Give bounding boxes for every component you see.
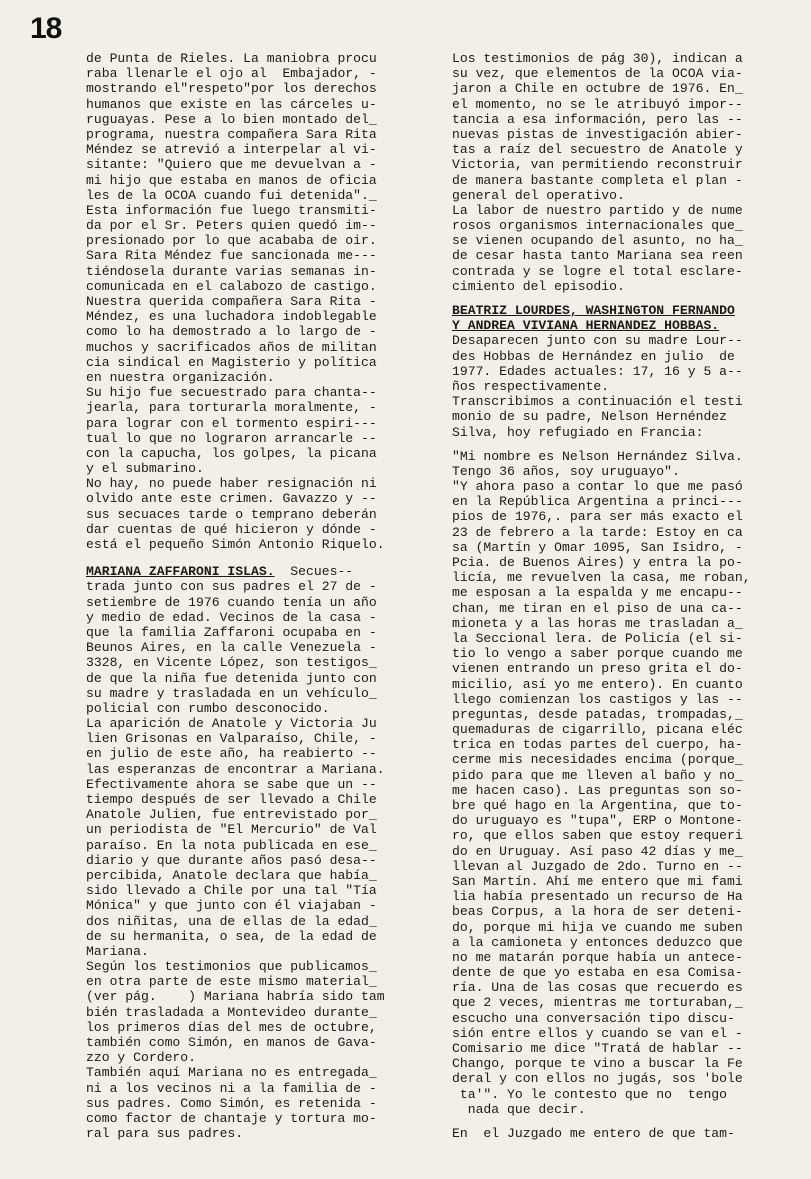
text-line: lien Grisonas en Valparaíso, Chile, - — [86, 731, 377, 747]
text-line: su madre y trasladada en un vehículo_ — [86, 685, 377, 701]
text-line: Silva, hoy refugiado en Francia: — [452, 424, 704, 440]
text-line: San Martín. Ahí me entero que mi fami — [452, 873, 743, 889]
text-line: sido llevado a Chile por una tal "Tía — [86, 883, 377, 899]
text-line: sa (Martín y Omar 1095, San Isidro, - — [452, 539, 743, 555]
text-line: de su hermanita, o sea, de la edad de — [86, 928, 377, 944]
text-line: Su hijo fue secuestrado para chanta-- — [86, 385, 377, 401]
text-line: La aparición de Anatole y Victoria Ju — [86, 716, 377, 732]
text-line: jaron a Chile en octubre de 1976. En_ — [452, 81, 743, 97]
text-line: y medio de edad. Vecinos de la casa - — [86, 609, 377, 625]
section-heading-hernandez-line2: Y ANDREA VIVIANA HERNANDEZ HOBBAS. — [452, 318, 720, 334]
text-line: micilio, así yo me entero). En cuanto — [452, 676, 743, 692]
text-line: zzo y Cordero. — [86, 1050, 197, 1066]
text-line: "Y ahora paso a contar lo que me pasó — [452, 479, 743, 495]
text-line: sión entre ellos y cuando se van el - — [452, 1025, 743, 1041]
text-line: ños respectivamente. — [452, 378, 610, 394]
text-line: llego comienzan los castigos y las -- — [452, 691, 743, 707]
text-line: Méndez se atrevió a interpelar al vi- — [86, 142, 377, 158]
text-line: un periodista de "El Mercurio" de Val — [86, 822, 377, 838]
text-line: el momento, no se le atribuyó impor-- — [452, 96, 743, 112]
text-line: Según los testimonios que publicamos_ — [86, 959, 377, 975]
right-paragraphs — [452, 51, 792, 294]
text-line: nada que decir. — [452, 1101, 586, 1117]
text-line: bién trasladada a Montevideo durante_ — [86, 1004, 377, 1020]
text-line: trada junto con sus padres el 27 de - — [86, 579, 377, 595]
text-line: bre qué hago en la Argentina, que to- — [452, 798, 743, 813]
text-line: Tengo 36 años, soy uruguayo". — [452, 463, 680, 479]
text-line: ta'". Yo le contesto que no tengo — [452, 1086, 728, 1102]
text-line: monio de su padre, Nelson Hernéndez — [452, 409, 728, 425]
text-line: de que la niña fue detenida junto con — [86, 670, 377, 686]
page-number: 18 — [30, 12, 62, 45]
text-line: que 2 veces, mientras me torturaban,_ — [452, 995, 743, 1011]
text-line: ral para sus padres. — [86, 1126, 244, 1142]
text-line: con la capucha, los golpes, la picana — [86, 445, 377, 461]
text-line: cimiento del episodio. — [452, 278, 625, 294]
text-line: escucho una conversación tipo discu- — [452, 1010, 735, 1026]
text-line: la Seccional lera. de Policía (el si- — [452, 630, 743, 646]
testimony-paragraphs — [452, 449, 792, 1117]
text-line: muchos y sacrificados años de militan — [86, 339, 377, 355]
text-line: Méndez, es una luchadora indoblegable — [86, 309, 377, 325]
text-line: La labor de nuestro partido y de nume — [452, 202, 743, 218]
section-heading-zaffaroni-line — [86, 564, 432, 579]
text-line: rosos organismos internacionales que_ — [452, 218, 743, 234]
text-line: tiéndosela durante varias semanas in- — [86, 263, 377, 279]
text-line: pido para que me lleven al baño y no_ — [452, 767, 743, 783]
text-line: cia sindical en Magisterio y política — [86, 354, 377, 370]
section-heading-zaffaroni: MARIANA ZAFFARONI ISLAS. — [86, 564, 275, 580]
text-line: vienen entrando un preso grita el do- — [452, 661, 743, 677]
text-line: Beunos Aires, en la calle Venezuela - — [86, 640, 377, 656]
text-line: nuevas pistas de investigación abier- — [452, 126, 743, 142]
text-line: paraíso. En la nota publicada en ese_ — [86, 837, 377, 853]
text-line: ría. Una de las cosas que recuerdo es — [452, 980, 743, 996]
text-line: deral y con ellos no jugás, sos 'bole — [452, 1071, 743, 1087]
text-line: contrada y se logre el total esclare- — [452, 263, 743, 279]
text-line: las esperanzas de encontrar a Mariana. — [86, 761, 385, 777]
text-line: general del operativo. — [452, 187, 625, 203]
text-line: me hacen caso). Las preguntas son so- — [452, 782, 743, 798]
text-line: Comisario me dice "Tratá de hablar -- — [452, 1041, 743, 1056]
text-line: y el submarino. — [86, 461, 204, 477]
text-line: mostrando el"respeto"por los derechos — [86, 81, 377, 97]
text-line: Victoria, van permitiendo reconstruir — [452, 157, 743, 173]
text-line: trica en todas partes del cuerpo, ha- — [452, 737, 743, 753]
text-line: Desaparecen junto con su madre Lour-- — [452, 333, 743, 349]
text-line: 1977. Edades actuales: 17, 16 y 5 a-- — [452, 363, 743, 379]
text-line: sus padres. Como Simón, es retenida - — [86, 1095, 377, 1111]
text-line: pios de 1976,. para ser más exacto el — [452, 509, 743, 525]
text-line: tas a raíz del secuestro de Anatole y — [452, 142, 743, 158]
text-line: "Mi nombre es Nelson Hernández Silva. — [452, 448, 743, 464]
text-line: licía, me revuelven la casa, me roban, — [452, 570, 751, 586]
heading-tail-text: Secues-- — [274, 564, 354, 580]
text-line: Pcia. de Buenos Aires) y entra la po- — [452, 555, 743, 570]
text-line: tancia a esa información, pero las -- — [452, 111, 743, 127]
text-line: comunicada en el calabozo de castigo. — [86, 278, 377, 294]
text-line: da por el Sr. Peters quien quedó im-- — [86, 218, 377, 234]
text-line: Efectivamente ahora se sabe que un -- — [86, 776, 377, 792]
text-line: des Hobbas de Hernández en julio de — [452, 348, 735, 364]
text-line: Esta información fue luego transmiti- — [86, 202, 377, 218]
text-line: tio lo vengo a saber porque cuando me — [452, 646, 743, 662]
text-line: 23 de febrero a la tarde: Estoy en ca — [452, 524, 743, 540]
text-line: Transcribimos a continuación el testi — [452, 394, 743, 410]
hernandez-intro-paragraphs — [452, 333, 792, 439]
text-line: que la familia Zaffaroni ocupaba en - — [86, 624, 377, 640]
text-line: les de la OCOA cuando fui detenida"._ — [86, 187, 377, 203]
text-line: 3328, en Vicente López, son testigos_ — [86, 655, 377, 671]
text-line: Sara Rita Méndez fue sancionada me--- — [86, 248, 377, 264]
text-line: olvido ante este crimen. Gavazzo y -- — [86, 491, 377, 507]
text-line: dente de que yo estaba en esa Comisa- — [452, 965, 743, 981]
text-line: dar cuentas de qué hicieron y dónde - — [86, 521, 377, 537]
right-column — [452, 51, 792, 1141]
text-line: de cesar hasta tanto Mariana sea reen — [452, 248, 743, 264]
text-line: su vez, que elementos de la OCOA via- — [452, 66, 743, 82]
text-line: do en Uruguay. Así paso 42 días y me_ — [452, 843, 743, 859]
text-line: para lograr con el tormento espiri--- — [86, 415, 377, 431]
text-line: de Punta de Rieles. La maniobra procu — [86, 51, 377, 66]
text-line: percibida, Anatole declara que había_ — [86, 867, 377, 883]
text-line: en nuestra organización. — [86, 369, 275, 385]
text-line: ni a los vecinos ni a la familia de - — [86, 1080, 377, 1096]
text-line: quemaduras de cigarrillo, picana eléc — [452, 722, 743, 738]
text-line: Los testimonios de pág 30), indican a — [452, 51, 743, 66]
text-line: humanos que existe en las cárceles u- — [86, 96, 377, 112]
text-line: (ver pág. ) Mariana habría sido tam — [86, 989, 385, 1005]
text-line: chan, me tiran en el piso de una ca-- — [452, 600, 743, 616]
text-line: los primeros días del mes de octubre, — [86, 1019, 377, 1035]
text-line: lia había presentado un recurso de Ha — [452, 889, 743, 905]
text-line: me esposan a la espalda y me encapu-- — [452, 585, 743, 601]
text-line: Chango, porque te vino a buscar la Fe — [452, 1056, 743, 1072]
text-line: de manera bastante completa el plan - — [452, 172, 743, 188]
text-line: como factor de chantaje y tortura mo- — [86, 1110, 377, 1126]
text-line: ruguayas. Pese a lo bien montado del_ — [86, 111, 377, 127]
text-line: llevan al Juzgado de 2do. Turno en -- — [452, 858, 743, 874]
text-line: en julio de este año, ha reabierto -- — [86, 746, 377, 762]
text-line: cerme mis necesidades encima (porque_ — [452, 752, 743, 768]
text-line: ro, que ellos saben que estoy requeri — [452, 828, 743, 844]
text-line: sitante: "Quiero que me devuelvan a - — [86, 157, 377, 173]
text-line: también como Simón, en manos de Gava- — [86, 1035, 377, 1050]
section-heading-hernandez-line1: BEATRIZ LOURDES, WASHINGTON FERNANDO — [452, 303, 735, 318]
text-line: tiempo después de ser llevado a Chile — [86, 792, 377, 807]
text-line: raba llenarle el ojo al Embajador, - — [86, 66, 377, 82]
text-line: presionado por lo que acababa de oir. — [86, 233, 377, 249]
left-paragraphs — [86, 51, 432, 552]
left-column — [86, 51, 432, 1141]
text-line: sus secuaces tarde o temprano deberán — [86, 506, 377, 522]
text-line: dos niñitas, una de ellas de la edad_ — [86, 913, 377, 929]
text-line: en la República Argentina a princi--- — [452, 494, 743, 510]
text-line: También aquí Mariana no es entregada_ — [86, 1065, 377, 1081]
text-line: a la camioneta y entonces deduzco que — [452, 934, 743, 950]
last-line: En el Juzgado me entero de que tam- — [452, 1125, 735, 1141]
text-line: como lo ha demostrado a lo largo de - — [86, 324, 377, 340]
text-line: Mónica" y que junto con él viajaban - — [86, 898, 377, 914]
text-line: diario y que durante años pasó desa-- — [86, 852, 377, 868]
text-line: mi hijo que estaba en manos de oficia — [86, 172, 377, 188]
text-line: no me matarán porque había un antece- — [452, 949, 743, 965]
text-line: programa, nuestra compañera Sara Rita — [86, 126, 377, 142]
text-line: Anatole Julien, fue entrevistado por_ — [86, 807, 377, 823]
text-line: en otra parte de este mismo material_ — [86, 974, 377, 990]
text-line: se vienen ocupando del asunto, no ha_ — [452, 233, 743, 249]
text-line: policial con rumbo desconocido. — [86, 700, 330, 716]
text-line: está el pequeño Simón Antonio Riquelo. — [86, 537, 385, 552]
text-line: do uruguayo es "tupa", ERP o Montone- — [452, 813, 743, 829]
text-line: preguntas, desde patadas, trompadas,_ — [452, 706, 743, 722]
text-line: Nuestra querida compañera Sara Rita - — [86, 294, 377, 309]
text-line: tual lo que no lograron arrancarle -- — [86, 430, 377, 446]
text-line: mioneta y a las horas me trasladan a_ — [452, 615, 743, 631]
text-line: beas Corpus, a la hora de ser deteni- — [452, 904, 743, 920]
zaffaroni-paragraphs — [86, 579, 432, 1141]
text-line: Mariana. — [86, 943, 149, 959]
text-line: setiembre de 1976 cuando tenía un año — [86, 594, 377, 610]
text-line: No hay, no puede haber resignación ni — [86, 476, 377, 492]
text-line: jearla, para torturarla moralmente, - — [86, 400, 377, 416]
text-line: do, porque mi hija ve cuando me suben — [452, 919, 743, 935]
